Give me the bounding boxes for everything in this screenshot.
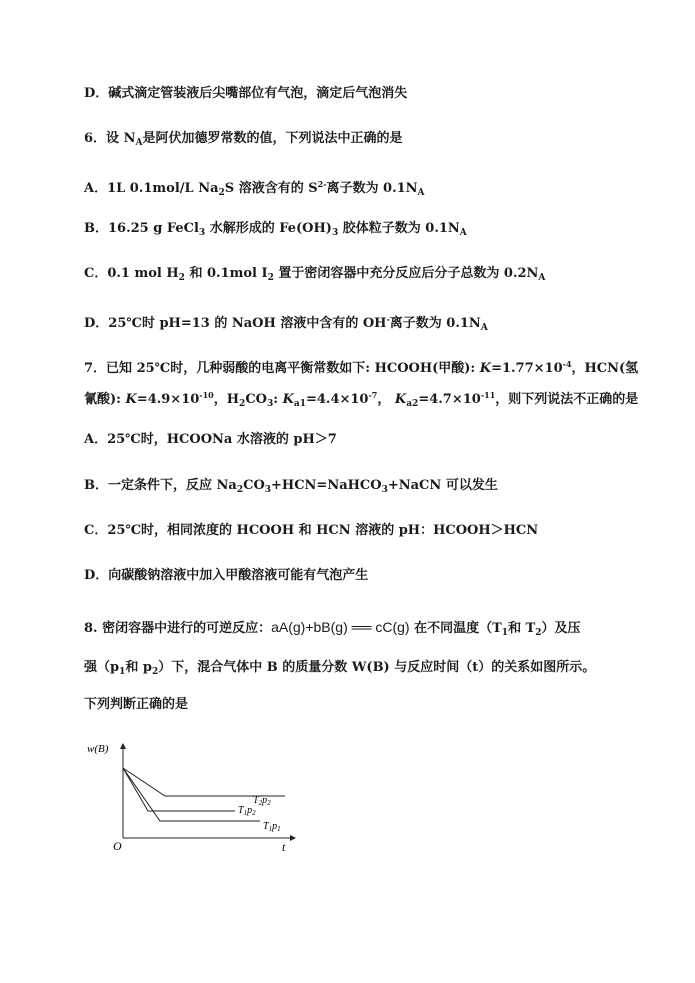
- q6-option-a: A．1L 0.1mol/L $Na_2S$ 溶液含有的 $S^{2-}$离子数为 $0.1N_A$: [84, 179, 425, 198]
- q7-option-b: B．一定条件下，反应 $Na_2CO_3+HCN=NaHCO_3+NaCN$ 可以发生: [84, 478, 498, 495]
- q7-stem-line2: 氰酸): $K=4.9\times 10^{-10}$，$H_2CO_3$: $K_{a1}=4.4\times 10^{-7}$， $K_{a2}=4.7\times 10^{-11}$，则下列说法不正确的是: [84, 390, 639, 409]
- q8-stem-line3: 下列判断正确的是: [84, 697, 189, 712]
- q5-option-d: D．碱式滴定管装液后尖嘴部位有气泡，滴定后气泡消失: [84, 86, 408, 101]
- q8-stem-line1: 8. 密闭容器中进行的可逆反应：aA(g)+bB(g) ══ cC(g) 在不同温度（$T_1$和 $T_2$）及压: [84, 619, 581, 638]
- label-t1p2: $T_1p_2$: [238, 805, 256, 817]
- label-t1p1: $T_1p_1$: [263, 821, 281, 833]
- q7-option-d: D．向碳酸钠溶液中加入甲酸溶液可能有气泡产生: [84, 568, 369, 583]
- q6-option-d: D．25℃时 pH=13 的 NaOH 溶液中含有的 OH-离子数为 $0.1N_A$: [84, 314, 488, 333]
- q6-option-c: C．0.1 mol $H_2$ 和 0.1mol $I_2$ 置于密闭容器中充分反应后分子总数为 $0.2N_A$: [84, 266, 546, 283]
- label-t2p2: $T_2p_2$: [253, 795, 271, 807]
- curve-t2p2: [123, 768, 285, 796]
- wb-vs-time-graph: [87, 738, 310, 854]
- q6-option-b: B．16.25 g FeCl$_3$ 水解形成的 $Fe(OH)_3$ 胶体粒子数为 $0.1N_A$: [84, 221, 467, 238]
- x-axis-label: t: [282, 840, 286, 854]
- curve-t1p2: [123, 768, 235, 811]
- q8-stem-line2: 强（$p_1$和 $p_2$）下，混合气体中 B 的质量分数 W(B) 与反应时间（t）的关系如图所示。: [84, 660, 596, 677]
- y-axis-label: w(B): [87, 743, 109, 755]
- origin-label: O: [113, 839, 122, 853]
- q7-stem-line1: 7．已知 25℃时，几种弱酸的电离平衡常数如下: HCOOH(甲酸): $K=1.77\times 10^{-4}$，HCN(氢: [84, 359, 639, 376]
- q6-stem: 6．设 $N_A$是阿伏加德罗常数的值，下列说法中正确的是: [84, 131, 403, 148]
- q7-option-c: C．25℃时，相同浓度的 HCOOH 和 HCN 溶液的 pH：HCOOH＞HCN: [84, 523, 539, 538]
- q7-option-a: A．25℃时，HCOONa 水溶液的 pH＞7: [84, 432, 337, 447]
